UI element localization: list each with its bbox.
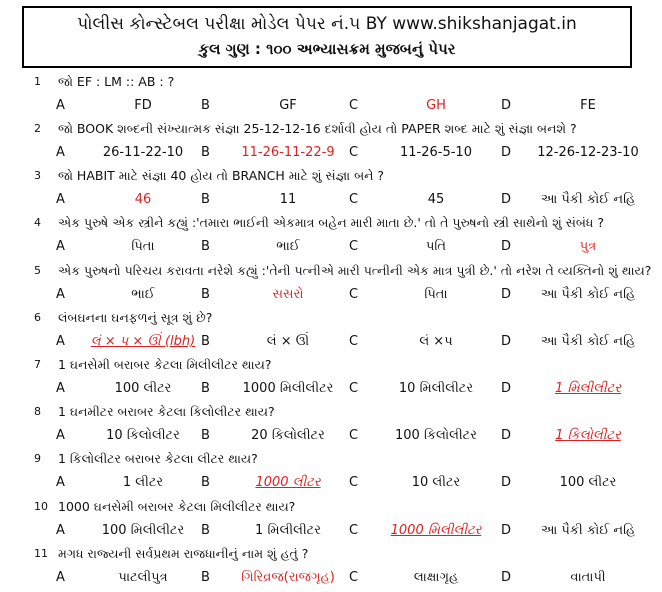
option-value: લં × ઊં	[266, 334, 310, 349]
option-letter: D	[501, 381, 512, 396]
question-text: લંબઘનના ઘનફળનું સૂત્ર શું છે?	[58, 310, 213, 325]
question-number: 9	[34, 452, 41, 465]
option-letter: A	[56, 523, 65, 538]
option-letter: B	[201, 287, 210, 302]
option-letter: D	[501, 145, 512, 160]
question-number: 10	[34, 500, 48, 513]
question-block	[0, 168, 662, 214]
option-value: પતિ	[426, 239, 446, 254]
option-letter: B	[201, 239, 210, 254]
option-letter: A	[56, 570, 65, 585]
option-letter: C	[349, 239, 359, 254]
option-letter: D	[501, 239, 512, 254]
option-value: FE	[580, 98, 596, 113]
question-block	[0, 451, 662, 497]
option-letter: D	[501, 334, 512, 349]
option-value: 1 મિલીલીટર	[255, 523, 321, 538]
option-value-correct: ગિરિવ્રજ(રાજગૃહ)	[241, 570, 335, 585]
question-block	[0, 404, 662, 450]
option-value: 20 કિલોલીટર	[251, 428, 325, 443]
option-value: 100 મિલીલીટર	[101, 523, 185, 538]
question-text: એક પુરુષનો પરિચય કરાવતા નરેશે કહ્યું :'તેની પત્નીએ મારી પત્નીની એક માત્ર પુત્રી છે.' તો નરેશ તે વ્યક્તિનો શું થાય?	[58, 263, 652, 278]
question-number: 8	[34, 405, 41, 418]
option-letter: C	[349, 428, 359, 443]
option-value: 100 કિલોલીટર	[395, 428, 477, 443]
option-value: લં ×પ	[419, 334, 453, 349]
option-letter: A	[56, 192, 65, 207]
question-text: 1 કિલોલીટર બરાબર કેટલા લીટર થાય?	[58, 451, 258, 466]
option-value: 100 લીટર	[114, 381, 172, 396]
option-letter: C	[349, 192, 359, 207]
option-letter: A	[56, 239, 65, 254]
option-value: આ પૈકી કોઈ નહિ	[540, 523, 636, 538]
option-value: GF	[279, 98, 297, 113]
option-value: 10 કિલોલીટર	[106, 428, 180, 443]
option-letter: C	[349, 98, 359, 113]
option-letter: A	[56, 287, 65, 302]
option-letter: D	[501, 192, 512, 207]
option-letter: B	[201, 334, 210, 349]
option-value: આ પૈકી કોઈ નહિ	[540, 287, 636, 302]
option-letter: A	[56, 98, 65, 113]
question-text: 1000 ઘનસેમી બરાબર કેટલા મિલીલીટર થાય?	[58, 499, 296, 514]
option-value: 11	[279, 192, 297, 207]
option-value: 1 લીટર	[122, 475, 164, 490]
option-value: પાટલીપુત્ર	[118, 570, 168, 585]
option-value-correct: 1000 લીટર	[255, 475, 321, 490]
option-letter: C	[349, 287, 359, 302]
option-value: 10 મિલીલીટર	[398, 381, 474, 396]
question-block	[0, 215, 662, 261]
option-letter: C	[349, 381, 359, 396]
option-letter: A	[56, 145, 65, 160]
question-block	[0, 121, 662, 167]
option-value-correct: 1 કિલોલીટર	[555, 428, 621, 443]
question-number: 11	[34, 547, 48, 560]
option-letter: C	[349, 334, 359, 349]
option-value-correct: GH	[426, 98, 446, 113]
option-letter: A	[56, 381, 65, 396]
question-block	[0, 546, 662, 592]
option-value-correct: 46	[134, 192, 152, 207]
option-value: 26-11-22-10	[102, 145, 184, 160]
question-text: 1 ઘનસેમી બરાબર કેટલા મિલીલીટર થાય?	[58, 357, 272, 372]
option-value-correct: 11-26-11-22-9	[241, 145, 335, 160]
option-value-correct: લં × પ × ઊં (lbh)	[90, 334, 196, 349]
option-letter: D	[501, 523, 512, 538]
option-value: પિતા	[424, 287, 448, 302]
paper-title: પોલીસ કોન્સ્ટેબલ પરીક્ષા મોડેલ પેપર નં.૫ BY www.shikshanjagat.in	[77, 14, 577, 34]
question-text: મગધ રાજ્યની સર્વપ્રથમ રાજધાનીનું નામ શું હતું ?	[58, 546, 309, 561]
option-letter: D	[501, 287, 512, 302]
option-value: ભાઈ	[276, 239, 300, 254]
option-letter: C	[349, 570, 359, 585]
question-number: 7	[34, 358, 41, 371]
question-text: 1 ઘનમીટર બરાબર કેટલા કિલોલીટર થાય?	[58, 404, 275, 419]
option-value: પિતા	[131, 239, 155, 254]
question-block	[0, 499, 662, 545]
option-letter: B	[201, 523, 210, 538]
option-letter: A	[56, 334, 65, 349]
option-letter: B	[201, 475, 210, 490]
option-value: આ પૈકી કોઈ નહિ	[540, 334, 636, 349]
paper-header	[22, 6, 632, 68]
option-letter: B	[201, 192, 210, 207]
question-block	[0, 310, 662, 356]
option-letter: A	[56, 428, 65, 443]
option-letter: D	[501, 98, 512, 113]
question-number: 4	[34, 216, 41, 229]
option-value-correct: 1 મિલીલીટર	[555, 381, 621, 396]
option-value: લાક્ષાગૃહ	[413, 570, 459, 585]
option-value: ભાઈ	[131, 287, 155, 302]
question-number: 6	[34, 311, 41, 324]
option-value: 12-26-12-23-10	[537, 145, 639, 160]
option-value-correct: સસરો	[272, 287, 304, 302]
option-letter: B	[201, 570, 210, 585]
option-letter: D	[501, 428, 512, 443]
option-letter: C	[349, 145, 359, 160]
option-value-correct: 1000 મિલીલીટર	[390, 523, 482, 538]
question-block	[0, 357, 662, 403]
option-value: વાતાપી	[570, 570, 606, 585]
option-value: 11-26-5-10	[400, 145, 472, 160]
option-value: 1000 મિલીલીટર	[242, 381, 334, 396]
option-letter: B	[201, 381, 210, 396]
question-number: 3	[34, 169, 41, 182]
option-value-correct: પુત્ર	[579, 239, 597, 254]
option-letter: B	[201, 428, 210, 443]
question-number: 2	[34, 122, 41, 135]
question-block	[0, 263, 662, 309]
question-number: 5	[34, 264, 41, 277]
option-letter: B	[201, 98, 210, 113]
question-text: એક પુરુષે એક સ્ત્રીને કહ્યું :'તમારા ભાઈની એકમાત્ર બહેન મારી માતા છે.' તો તે પુરુષનો સ્ત્રી સાથેનો શું સંબંધ ?	[58, 215, 605, 230]
option-value: આ પૈકી કોઈ નહિ	[540, 192, 636, 207]
option-value: 10 લીટર	[411, 475, 461, 490]
question-text: જો HABIT માટે સંજ્ઞા 40 હોય તો BRANCH માટે શું સંજ્ઞા બને ?	[58, 168, 385, 183]
option-value: 45	[427, 192, 445, 207]
question-number: 1	[34, 75, 41, 88]
question-block	[0, 74, 662, 120]
option-letter: D	[501, 475, 512, 490]
option-letter: D	[501, 570, 512, 585]
option-value: FD	[134, 98, 152, 113]
option-letter: A	[56, 475, 65, 490]
question-text: જો BOOK શબ્દની સંખ્યાત્મક સંજ્ઞા 25-12-12-16 દર્શાવી હોય તો PAPER શબ્દ માટે શું સંજ્ઞા બનશે ?	[58, 121, 577, 136]
paper-subtitle: કુલ ગુણ : ૧૦૦ અભ્યાસક્રમ મુજબનું પેપર	[198, 40, 456, 58]
question-text: જો EF : LM :: AB : ?	[58, 74, 175, 89]
option-letter: C	[349, 523, 359, 538]
option-value: 100 લીટર	[559, 475, 617, 490]
option-letter: C	[349, 475, 359, 490]
option-letter: B	[201, 145, 210, 160]
